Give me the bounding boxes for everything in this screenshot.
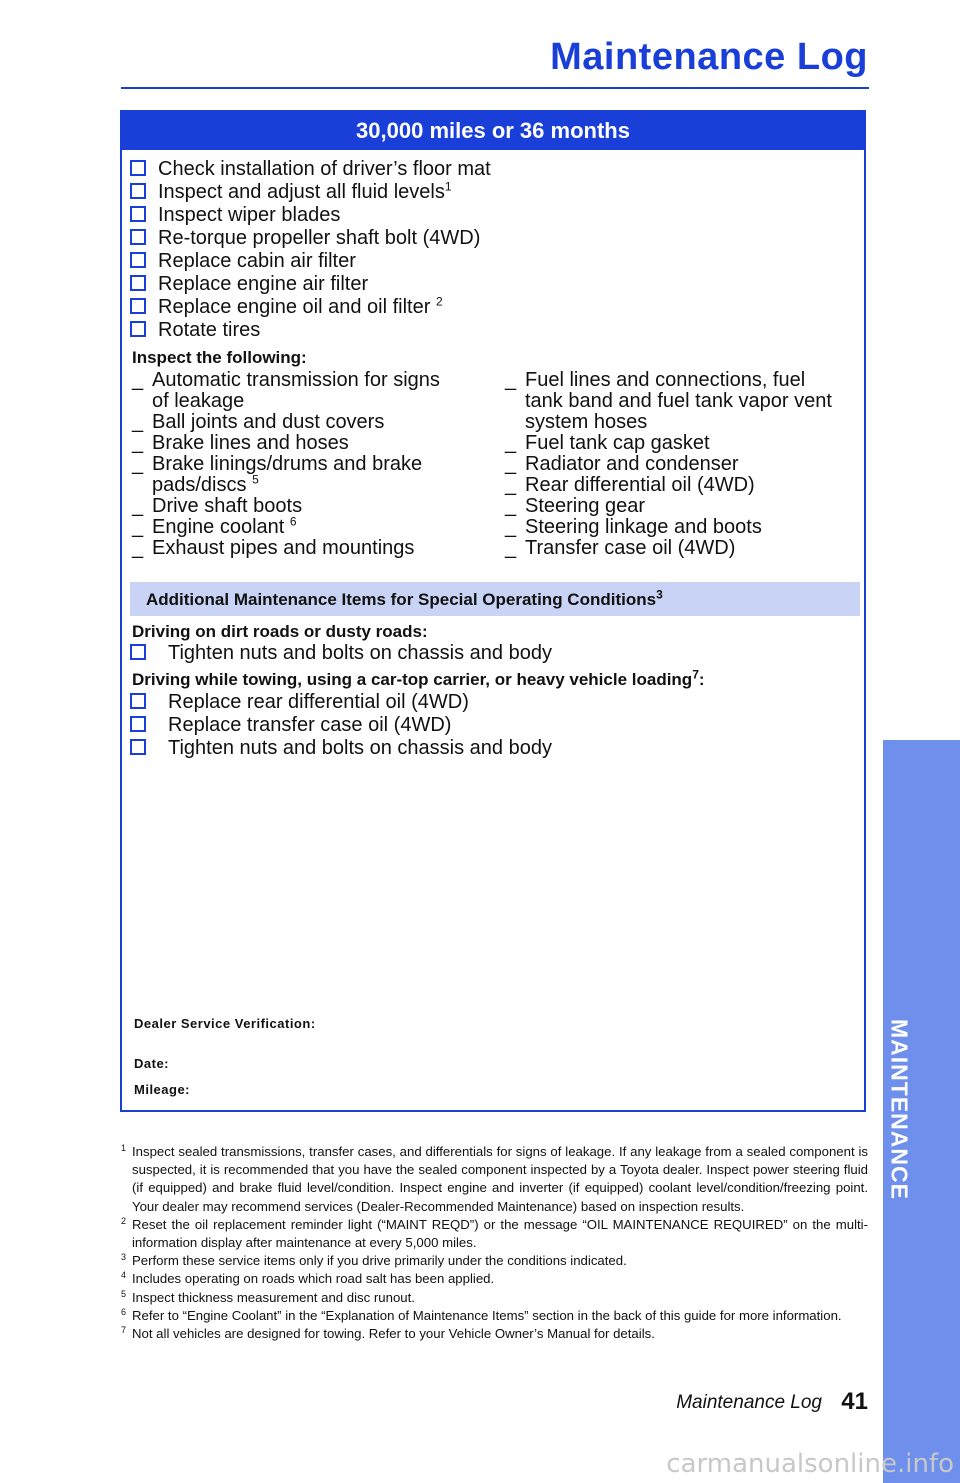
inspect-item-label: Ball joints and dust covers [152,411,385,433]
inspect-item-label: Fuel lines and connections, fuel tank band and fuel tank vapor vent system hoses [525,369,832,433]
checklist-item-label: Replace engine air filter [158,273,369,295]
footnote-ref: 1 [444,179,452,194]
inspect-heading: Inspect the following: [132,348,307,367]
dash-bullet: _ [505,432,517,454]
inspect-item [505,475,835,496]
inspect-item-label: Brake lines and hoses [152,432,349,454]
dash-bullet: _ [505,537,517,559]
checkbox-icon[interactable] [130,739,146,755]
inspect-item-label: Brake linings/drums and brake pads/discs [152,453,423,496]
inspect-item [132,538,462,559]
inspect-item-label: Transfer case oil (4WD) [525,537,736,559]
inspect-item-label: Engine coolant [152,516,290,538]
checkbox-icon[interactable] [130,298,146,314]
checklist-item-label: Check installation of driver’s floor mat [158,158,491,180]
checkbox-icon[interactable] [130,252,146,268]
footnote-number: 4 [121,1270,127,1281]
footnote [121,1289,868,1307]
condition-item [130,691,469,713]
checkbox-icon[interactable] [130,206,146,222]
footnotes [121,1143,868,1343]
footnote [121,1325,868,1343]
footnote-text: Perform these service items only if you drive primarily under the conditions indicated. [132,1253,627,1269]
checklist-item [130,250,356,272]
dash-bullet: _ [132,516,144,538]
dash-bullet: _ [505,495,517,517]
footnote [121,1216,868,1252]
inspect-item [132,412,462,433]
condition-item [130,737,552,759]
inspect-item-label: Radiator and condenser [525,453,739,475]
watermark: carmanualsonline.info [666,1449,954,1479]
checkbox-icon[interactable] [130,229,146,245]
condition-item [130,642,552,664]
footnote-text: Inspect thickness measurement and disc runout. [132,1289,415,1305]
title-rule [121,87,869,89]
inspect-item-label: Fuel tank cap gasket [525,432,710,454]
inspect-item [505,370,835,433]
inspect-item-label: Rear differential oil (4WD) [525,474,755,496]
inspect-item [505,517,835,538]
checklist-item-label: Inspect wiper blades [158,204,341,226]
inspect-item [505,538,835,559]
footnote [121,1143,868,1216]
checklist-item [130,273,368,295]
checklist-item-label: Rotate tires [158,319,261,341]
dash-bullet: _ [132,432,144,454]
checklist-item [130,204,340,226]
footnote-text: Refer to “Engine Coolant” in the “Explanation of Maintenance Items” section in the back of this guide for more information. [132,1307,842,1323]
inspect-item-label: Automatic transmission for signs of leakage [152,369,440,412]
footnote-number: 3 [121,1252,127,1263]
footnote-text: Not all vehicles are designed for towing. Refer to your Vehicle Owner’s Manual for details. [132,1326,655,1342]
checklist-item-label: Inspect and adjust all fluid levels [158,181,445,203]
additional-items-band [130,582,860,616]
inspect-item [132,454,462,496]
footnote-number: 7 [121,1325,127,1336]
checkbox-icon[interactable] [130,644,146,660]
footnote-number: 1 [121,1143,127,1153]
checklist-item [130,319,260,341]
dash-bullet: _ [505,516,517,538]
dash-bullet: _ [505,453,517,475]
checklist-item-label: Replace cabin air filter [158,250,356,272]
page-title: Maintenance Log [550,36,868,78]
checkbox-icon[interactable] [130,183,146,199]
inspect-item [132,433,462,454]
towing-heading: Driving while towing, using a car-top carrier, or heavy vehicle loading$^7$: [132,667,705,689]
checkbox-icon[interactable] [130,275,146,291]
checkbox-icon[interactable] [130,160,146,176]
section-side-label: MAINTENANCE [886,1019,913,1200]
inspect-item [132,370,462,412]
checklist-item [130,296,443,318]
footnote-number: 6 [121,1306,127,1317]
dash-bullet: _ [132,411,144,433]
dash-bullet: _ [132,453,144,475]
condition-item [130,714,451,736]
footnote [121,1252,868,1270]
inspect-item [132,496,462,517]
additional-items-title: Additional Maintenance Items for Special Operating Conditions$^3$ [146,587,663,609]
maintenance-log-box [120,110,866,1112]
condition-item-label: Replace transfer case oil (4WD) [168,714,452,736]
checklist-item-label: Re-torque propeller shaft bolt (4WD) [158,227,481,249]
footnote [121,1270,868,1288]
dash-bullet: _ [132,537,144,559]
footnote-ref: 2 [435,294,443,309]
inspect-list-left [132,370,462,559]
checklist-item [130,227,480,249]
checkbox-icon[interactable] [130,716,146,732]
checklist-item [130,158,491,180]
page-number: 41 [841,1388,868,1415]
footnote [121,1307,868,1325]
condition-item-label: Tighten nuts and bolts on chassis and body [168,642,552,664]
footnote-ref: 5 [252,472,259,487]
footnote-text: Inspect sealed transmissions, transfer cases, and differentials for signs of leakage. If any leakage from a sealed component is suspected, it is recommended that you have the sealed component inspected by a Toyota dealer. Inspect power steering fluid (if equipped) and brake fluid level/condition. Inspect engine and inverter (if equipped) coolant level/condition/freezing point. Your dealer may recommend services (Dealer-Recommended Maintenance) based on inspection results. [132,1144,868,1214]
checklist-item-label: Replace engine oil and oil filter [158,296,436,318]
inspect-item [505,454,835,475]
mileage-label: Mileage: [134,1082,191,1097]
inspect-item-label: Steering linkage and boots [525,516,762,538]
inspect-item-label: Drive shaft boots [152,495,303,517]
inspect-item-label: Exhaust pipes and mountings [152,537,415,559]
inspect-item [505,433,835,454]
dirt-roads-heading: Driving on dirt roads or dusty roads: [132,622,428,641]
inspect-item [132,514,462,538]
checkbox-icon[interactable] [130,321,146,337]
footnote-number: 2 [121,1215,127,1226]
footnote-ref: 6 [289,514,297,529]
checkbox-icon[interactable] [130,693,146,709]
inspect-item-label: Steering gear [525,495,646,517]
dash-bullet: _ [505,369,517,391]
footnote-text: Reset the oil replacement reminder light (“MAINT REQD”) or the message “OIL MAINTENANCE REQUIRED” on the multi-information display after maintenance at every 5,000 miles. [132,1216,868,1251]
dash-bullet: _ [505,474,517,496]
footnote-text: Includes operating on roads which road salt has been applied. [132,1271,495,1287]
interval-header: 30,000 miles or 36 months [122,112,864,150]
checklist-item [130,181,452,203]
footnote-number: 5 [121,1288,127,1299]
footer-section-label: Maintenance Log [676,1392,822,1413]
condition-item-label: Replace rear differential oil (4WD) [168,691,469,713]
date-label: Date: [134,1056,170,1071]
dealer-verification-label: Dealer Service Verification: [134,1016,316,1031]
inspect-list-right [505,370,835,559]
inspect-item [505,496,835,517]
condition-item-label: Tighten nuts and bolts on chassis and body [168,737,552,759]
dash-bullet: _ [132,495,144,517]
dash-bullet: _ [132,369,144,391]
